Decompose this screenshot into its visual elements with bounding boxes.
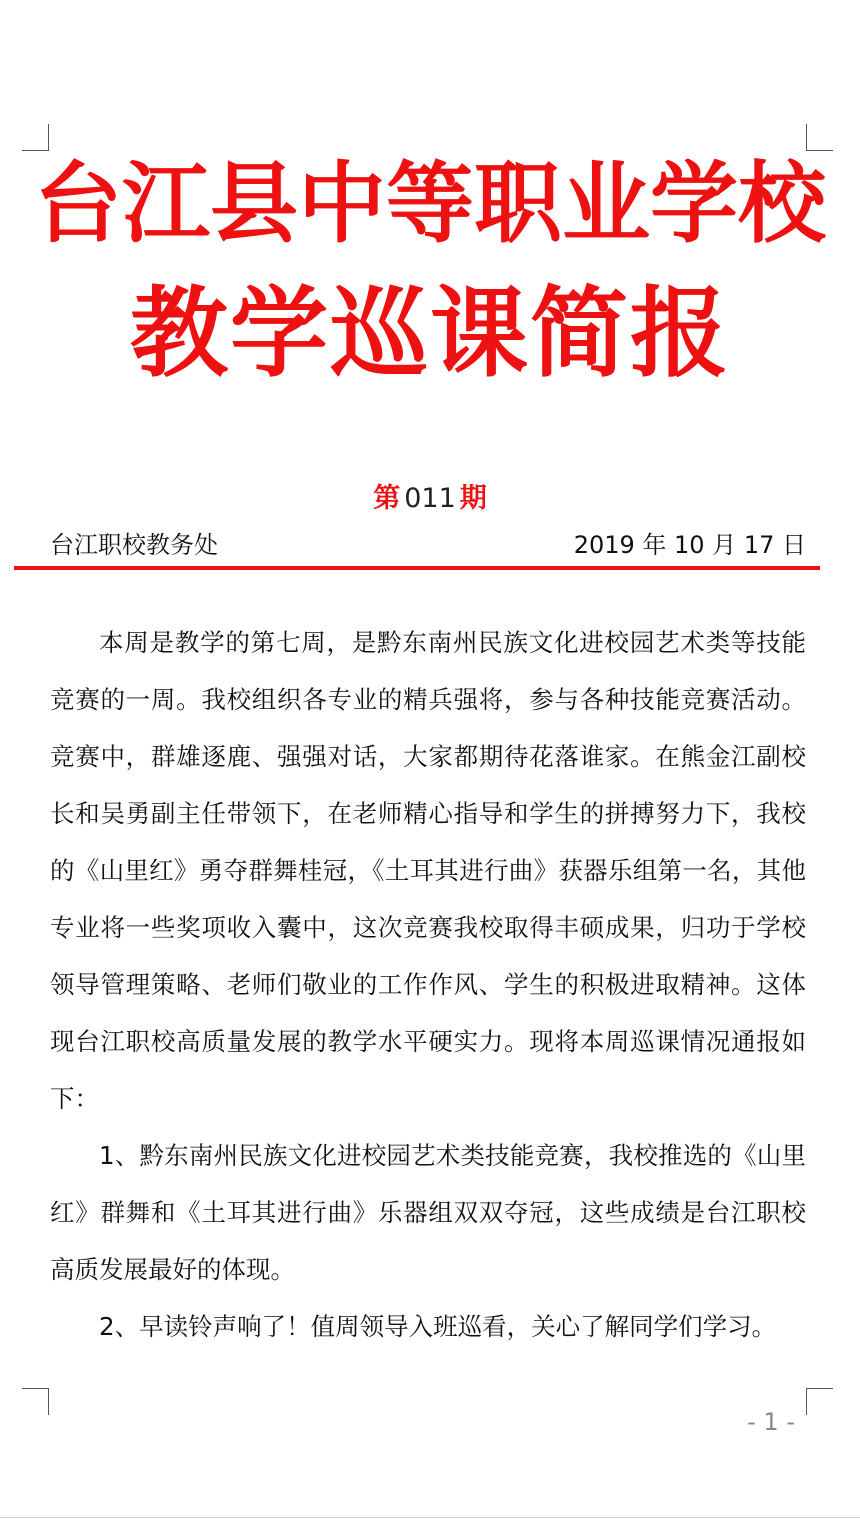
crop-mark-top-left bbox=[22, 124, 49, 151]
red-divider-rule bbox=[14, 566, 820, 570]
crop-mark-bottom-left bbox=[22, 1388, 49, 1415]
page-number: - 1 - bbox=[747, 1408, 795, 1436]
body-paragraph: 本周是教学的第七周，是黔东南州民族文化进校园艺术类等技能竞赛的一周。我校组织各专业的精兵强将，参与各种技能竞赛活动。竞赛中，群雄逐鹿、强强对话，大家都期待花落谁家。在熊金江副校长和吴勇副主任带领下，在老师精心指导和学生的拼搏努力下，我校的《山里红》勇夺群舞桂冠，《土耳其进行曲》获器乐组第一名，其他专业将一些奖项收入囊中，这次竞赛我校取得丰硕成果，归功于学校领导管理策略、老师们敬业的工作作风、学生的积极进取精神。这体现台江职校高质量发展的教学水平硬实力。现将本周巡课情况通报如下： bbox=[50, 628, 806, 1113]
issue-suffix: 期 bbox=[459, 483, 487, 514]
issue-number: 011 bbox=[404, 483, 456, 514]
issue-number-line bbox=[0, 476, 860, 515]
crop-mark-bottom-right bbox=[806, 1388, 833, 1415]
body-paragraph: 1、黔东南州民族文化进校园艺术类技能竞赛，我校推选的《山里红》群舞和《土耳其进行曲》乐器组双双夺冠，这些成绩是台江职校高质发展最好的体现。 bbox=[50, 1141, 806, 1284]
document-meta bbox=[50, 525, 806, 559]
document-title-line2: 教学巡课简报 bbox=[129, 277, 730, 391]
document-title-line1: 台江县中等职业学校 bbox=[33, 152, 826, 255]
document-body bbox=[50, 614, 806, 1355]
body-paragraph: 2、早读铃声响了！值周领导入班巡看，关心了解同学们学习。 bbox=[99, 1312, 777, 1341]
issue-date: 2019 年 10 月 17 日 bbox=[573, 531, 806, 559]
page-bottom-edge bbox=[0, 1517, 860, 1518]
department-name: 台江职校教务处 bbox=[50, 531, 218, 559]
crop-mark-top-right bbox=[806, 124, 833, 151]
issue-prefix: 第 bbox=[373, 483, 401, 514]
